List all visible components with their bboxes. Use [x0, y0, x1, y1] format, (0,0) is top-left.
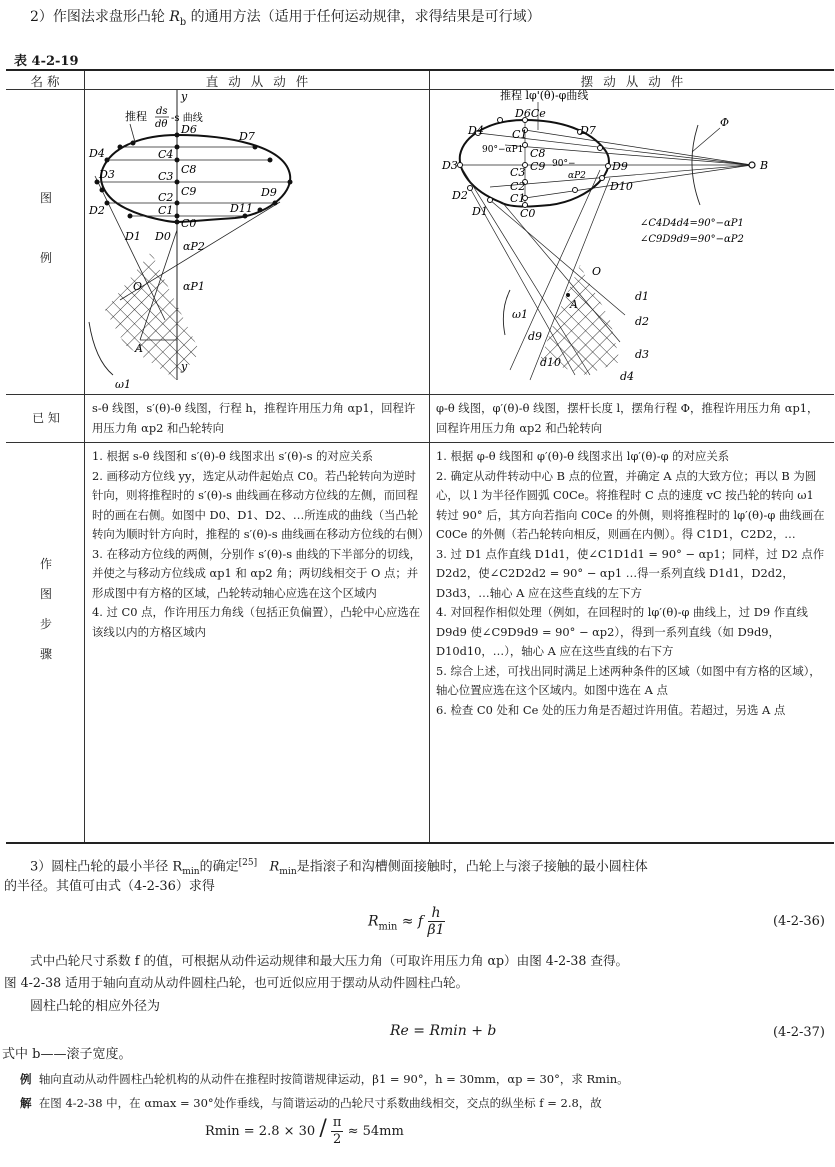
equation-4-2-36 — [368, 905, 445, 938]
curve-label-den: dθ — [155, 119, 168, 130]
label-90-minus-ap1: 90°−αP1 — [482, 145, 524, 155]
method-table — [6, 69, 834, 844]
curve-label: 推程 lφ'(θ)-φ曲线 — [500, 90, 589, 102]
row-label-steps-4: 骤 — [39, 647, 52, 661]
eq1-mid: ≈ f — [397, 913, 424, 930]
solution-label: 解 — [20, 1096, 32, 1110]
eq3-lhs: Rmin = 2.8 × 30 — [205, 1124, 316, 1139]
header-translating-follower: 直 动 从 动 件 — [205, 74, 309, 89]
example-label: 例 — [20, 1072, 32, 1086]
label-C1: C1 — [510, 192, 526, 205]
equation-4-2-37: Re = Rmin + b — [390, 1023, 497, 1039]
label-d10: d10 — [540, 356, 562, 369]
label-D2: D2 — [452, 189, 468, 202]
heading-var-sub: b — [179, 16, 187, 28]
label-C9: C9 — [181, 185, 197, 198]
example-text: 轴向直动从动件圆柱凸轮机构的从动件在推程时按简谐规律运动，β1 = 90°，h = 30mm，αp = 30°，求 Rmin。 — [38, 1072, 629, 1086]
label-D6: D6 — [181, 123, 197, 136]
step-right-1: 1. 根据 φ-θ 线图和 φ′(θ)-θ 线图求出 lφ′(θ)-φ 的对应关系 — [436, 449, 730, 463]
step-right-4: 4. 对回程作相似处理（例如，在回程时的 lφ′(θ)-φ 曲线上，过 D9 作直线 D9d9 使∠C9D9d9 = 90° − αp2），得到一系列直线（如 D9d9，D10d10，…），轴心 A 应在这些直线的右下方 — [436, 605, 808, 658]
p1-ref: [25] — [238, 858, 258, 868]
known-oscillating: φ-θ 线图，φ′(θ)-θ 线图，摆杆长度 l，摆角行程 Φ，推程许用压力角 αp1，回程许用压力角 αp2 和凸轮转向 — [436, 401, 819, 435]
eq3-den: 2 — [333, 1132, 342, 1147]
label-Phi: Φ — [720, 116, 730, 129]
equation-rmin-result: Rmin = 2.8 × 30 / $\frac{\pi}{2}$ ≈ 54mm — [205, 1115, 404, 1147]
row-label-steps-2: 图 — [39, 587, 52, 601]
eq3-num: π — [332, 1115, 342, 1130]
eq1-den: β1 — [427, 922, 445, 938]
label-D9: D9 — [261, 186, 277, 199]
p1-d: 是指滚子和沟槽侧面接触时，凸轮上与滚子接触的最小圆柱体 — [296, 859, 648, 875]
label-C2: C2 — [510, 180, 526, 193]
rotation-arrow-icon — [89, 322, 113, 375]
example — [20, 1068, 830, 1090]
row-label-figure-2: 例 — [39, 251, 52, 265]
label-D0: D0 — [155, 230, 171, 243]
table-title: 表 4-2-19 — [14, 54, 79, 69]
label-C8: C8 — [181, 163, 197, 176]
label-C4: C4 — [158, 148, 174, 161]
heading-var: R — [169, 9, 180, 25]
label-alpha-p2: αP2 — [183, 240, 205, 253]
eq1-fraction — [428, 905, 445, 938]
label-ap2: αP2 — [568, 171, 586, 181]
section3-para1-cont: 的半径。其值可由式（4-2-36）求得 — [4, 879, 215, 894]
row-divider — [6, 394, 834, 395]
curve-label-prefix: 推程 — [125, 110, 147, 123]
label-omega1: ω1 — [512, 308, 528, 321]
label-D11: D11 — [230, 202, 253, 215]
row-label-figure-1: 图 — [39, 191, 52, 205]
label-90-minus: 90°− — [552, 159, 576, 169]
step-right-5: 5. 综合上述，可找出同时满足上述两种条件的区域（如图中有方格的区域），轴心位置应选在这个区域内。如图中选在 A 点 — [436, 663, 821, 697]
label-D10: D10 — [610, 180, 633, 193]
label-A: A — [135, 342, 143, 355]
label-D3: D3 — [99, 168, 115, 181]
known-translating: s-θ 线图，s′(θ)-θ 线图，行程 h，推程许用压力角 αp1，回程许用压力角 αp2 和凸轮转向 — [92, 401, 416, 435]
step-right-2: 2. 确定从动件转动中心 B 点的位置，并确定 A 点的大致方位；再以 B 为圆心，以 l 为半径作圆弧 C0Ce。将推程时 C 点的速度 vC 按凸轮的转向 ω1 转过 90° 后，其方向若指向 C0Ce 的外侧，则将推程时的 lφ′(θ)-φ 曲线画在 C0Ce 的外侧（若凸轮转向相反，则画在内侧）。得 C1D1，C2D2，… — [436, 468, 825, 541]
label-O: O — [133, 280, 143, 293]
header-oscillating-follower: 摆 动 从 动 件 — [580, 74, 684, 89]
eq3-fraction — [331, 1115, 344, 1148]
step-right-3: 3. 过 D1 点作直线 D1d1，使∠C1D1d1 = 90° − αp1；同样，过 D2 点作 D2d2，使∠C2D2d2 = 90° − αp1 …得一系列直线 D1d1，D2d2，D3d3，…轴心 A 应在这些直线的左下方 — [436, 546, 825, 600]
section3-para4: 圆柱凸轮的相应外径为 — [30, 999, 161, 1014]
solution-text: 在图 4-2-38 中，在 αmax = 30°处作垂线，与简谐运动的凸轮尺寸系数曲线相交，交点的纵坐标 f = 2.8，故 — [38, 1096, 602, 1110]
row-divider — [6, 442, 834, 443]
eq1-sub: min — [378, 921, 398, 933]
label-D7: D7 — [239, 130, 255, 143]
eq1-num: h — [428, 905, 445, 922]
label-d9: d9 — [528, 330, 543, 343]
header-name: 名 称 — [30, 74, 60, 89]
label-D1: D1 — [125, 230, 141, 243]
label-C0: C0 — [520, 207, 536, 220]
label-B: B — [760, 159, 769, 172]
label-C8: C8 — [530, 147, 546, 160]
label-C9: C9 — [530, 160, 546, 173]
section3-para5: 式中 b——滚子宽度。 — [2, 1047, 132, 1062]
steps-translating — [92, 447, 430, 642]
label-d3: d3 — [635, 348, 650, 361]
label-D6-Ce: D6Ce — [515, 107, 546, 120]
label-y: y — [181, 90, 188, 103]
row-label-steps-3: 步 — [39, 617, 52, 631]
label-C1-top: C1 — [512, 128, 528, 141]
label-d4: d4 — [620, 370, 635, 383]
pivot-B — [749, 162, 755, 168]
row-label-known: 已 知 — [32, 411, 60, 425]
step-left-1: 1. 根据 s-θ 线图和 s′(θ)-θ 线图求出 s′(θ)-s 的对应关系 — [92, 449, 373, 463]
label-d1: d1 — [635, 290, 650, 303]
label-O: O — [592, 265, 602, 278]
label-D9: D9 — [612, 160, 628, 173]
label-C3: C3 — [510, 166, 526, 179]
equation-number-36: (4-2-36) — [772, 914, 825, 929]
label-angle-C9D9d9: ∠C9D9d9=90°−αP2 — [640, 234, 744, 245]
p1-a: 3）圆柱凸轮的最小半径 R — [30, 859, 183, 875]
equation-number-37: (4-2-37) — [772, 1025, 825, 1040]
label-D7: D7 — [580, 124, 596, 137]
curve-label-suffix: -s 曲线 — [171, 113, 203, 124]
step-left-4: 4. 过 C0 点，作许用压力角线（包括正负偏置），凸轮中心应选在该线以内的方格区域内 — [92, 605, 421, 639]
row-label-steps-1: 作 — [39, 557, 52, 571]
step-right-6: 6. 检查 C0 处和 Ce 处的压力角是否超过许用值。若超过，另选 A 点 — [436, 702, 786, 717]
section3-para3: 图 4-2-38 适用于轴向直动从动件圆柱凸轮，也可近似应用于摆动从动件圆柱凸轮。 — [4, 975, 469, 990]
label-C0: C0 — [181, 217, 197, 230]
label-D2: D2 — [89, 204, 105, 217]
label-omega1: ω1 — [115, 378, 131, 391]
steps-oscillating — [436, 447, 828, 720]
p1-c: R — [269, 859, 280, 875]
label-d2: d2 — [635, 315, 650, 328]
label-D3: D3 — [442, 159, 458, 172]
heading-prefix: 2）作图法求盘形凸轮 — [30, 9, 170, 25]
p1-sub: min — [182, 866, 200, 877]
oscillating-follower-diagram — [430, 90, 834, 394]
label-C1: C1 — [158, 204, 174, 217]
p1-b: 的确定 — [199, 859, 239, 875]
translating-follower-diagram — [85, 90, 429, 394]
label-D4: D4 — [468, 124, 484, 137]
label-angle-C4D4d4: ∠C4D4d4=90°−αP1 — [640, 218, 744, 229]
eq1-lhs: R — [368, 913, 379, 930]
section3-para2: 式中凸轮尺寸系数 f 的值，可根据从动件运动规律和最大压力角（可取许用压力角 αp）由图 4-2-38 查得。 — [30, 953, 629, 968]
step-left-2: 2. 画移动方位线 yy，选定从动件起始点 C0。若凸轮转向为逆时针向，则将推程时的 s′(θ)-s 曲线画在移动方位线的左侧，而回程时的画在右侧。如图中 D0、D1、D2、…所连成的曲线（当凸轮转向为顺时针方向时，推程的 s′(θ)-s 曲线画在移动方位线的右侧） — [92, 468, 430, 541]
solution — [20, 1092, 830, 1114]
curve-label-num: ds — [156, 106, 168, 117]
rotation-arrow-icon — [503, 290, 510, 335]
label-D4: D4 — [89, 147, 105, 160]
label-C3: C3 — [158, 170, 174, 183]
heading-suffix: 的通用方法（适用于任何运动规律，求得结果是可行域） — [186, 9, 541, 25]
p1-sub2: min — [279, 866, 297, 877]
label-y-bottom: y — [181, 360, 188, 373]
section-heading-2 — [30, 6, 541, 28]
label-D1: D1 — [472, 205, 488, 218]
eq3-rhs: ≈ 54mm — [347, 1124, 404, 1139]
label-C2: C2 — [158, 191, 174, 204]
label-alpha-p1: αP1 — [183, 280, 205, 293]
step-left-3: 3. 在移动方位线的两侧，分别作 s′(θ)-s 曲线的下半部分的切线，并使之与移动方位线成 αp1 和 αp2 角；两切线相交于 O 点；并形成图中有方格的区域，凸轮转动轴心应选在这个区域内 — [92, 546, 421, 600]
label-A: A — [570, 298, 578, 311]
